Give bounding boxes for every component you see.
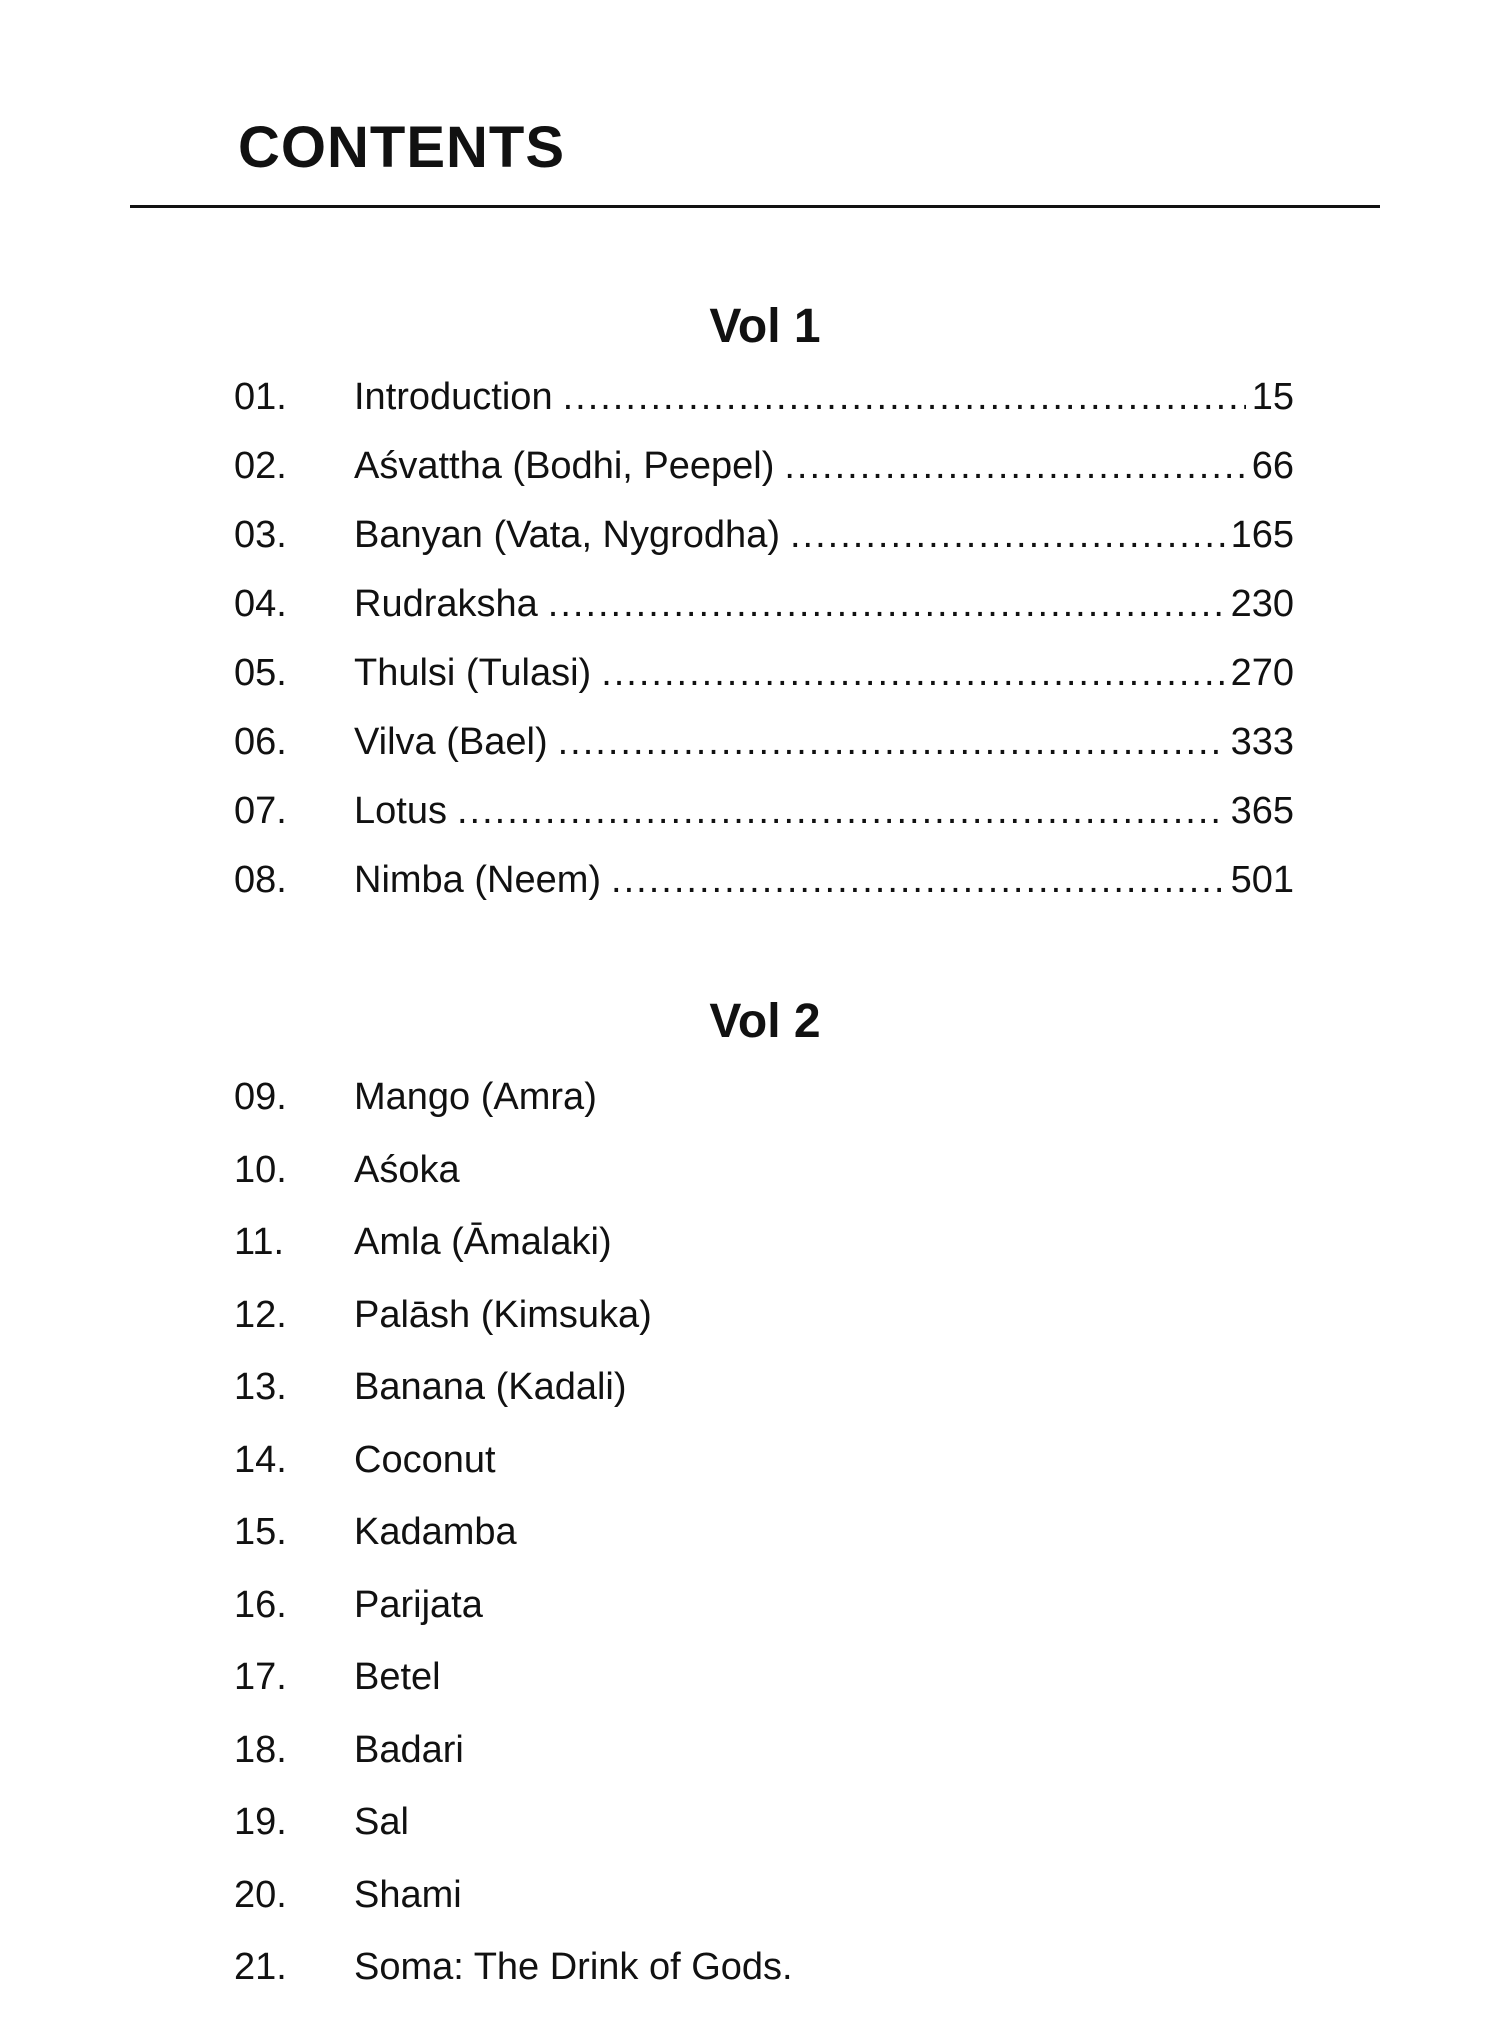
toc-entry[interactable] — [234, 378, 1294, 447]
entry-page-number: 66 — [1251, 445, 1294, 487]
vol2-toc-list — [234, 1078, 1294, 2021]
entry-title: Badari — [354, 1728, 464, 1771]
title-divider — [130, 205, 1380, 208]
entry-number: 01. — [234, 376, 287, 418]
entry-number: 15. — [234, 1511, 287, 1553]
entry-title: Betel — [354, 1656, 441, 1698]
entry-page-number: 270 — [1230, 652, 1294, 694]
entry-number: 13. — [234, 1366, 287, 1408]
entry-title: Parijata — [354, 1583, 483, 1626]
entry-number: 20. — [234, 1873, 287, 1916]
toc-entry[interactable] — [234, 861, 1294, 930]
entry-number: 11. — [234, 1221, 285, 1263]
entry-page-number: 230 — [1230, 583, 1294, 625]
toc-entry[interactable] — [234, 1368, 1294, 1441]
entry-title: Coconut — [354, 1438, 496, 1481]
entry-title: Aśvattha (Bodhi, Peepel) — [354, 445, 775, 487]
vol2-heading: Vol 2 — [709, 995, 821, 1048]
dot-leader — [558, 723, 1225, 761]
dot-leader — [601, 654, 1224, 692]
toc-entry[interactable] — [234, 1438, 1294, 1514]
entry-number: 02. — [234, 445, 287, 487]
toc-entry[interactable] — [234, 516, 1294, 585]
toc-entry[interactable] — [234, 1293, 1294, 1369]
entry-page-number: 501 — [1230, 859, 1294, 901]
entry-number: 21. — [234, 1946, 287, 1988]
entry-title: Palāsh (Kimsuka) — [354, 1293, 652, 1336]
entry-title: Shami — [354, 1873, 462, 1916]
toc-entry[interactable] — [234, 1148, 1294, 1224]
entry-page-number: 165 — [1230, 514, 1294, 556]
vol1-heading: Vol 1 — [709, 300, 821, 353]
entry-title: Soma: The Drink of Gods. — [354, 1946, 793, 1988]
entry-number: 18. — [234, 1728, 287, 1771]
toc-entry[interactable] — [234, 1223, 1294, 1296]
toc-entry[interactable] — [234, 1728, 1294, 1804]
dot-leader — [784, 447, 1245, 485]
entry-number: 17. — [234, 1656, 287, 1698]
entry-page-number: 365 — [1230, 790, 1294, 832]
entry-title: Banyan (Vata, Nygrodha) — [354, 514, 780, 556]
entry-page-number: 333 — [1230, 721, 1294, 763]
entry-page-number: 15 — [1251, 376, 1294, 418]
toc-entry[interactable] — [234, 1078, 1294, 1151]
entry-title: Nimba (Neem) — [354, 859, 602, 901]
page-title: CONTENTS — [238, 114, 565, 180]
entry-title: Lotus — [354, 790, 447, 832]
toc-entry[interactable] — [234, 1803, 1294, 1876]
toc-entry[interactable] — [234, 723, 1294, 792]
entry-number: 10. — [234, 1148, 287, 1191]
toc-entry[interactable] — [234, 1658, 1294, 1731]
dot-leader — [457, 792, 1225, 830]
entry-number: 05. — [234, 652, 287, 694]
toc-entry[interactable] — [234, 1583, 1294, 1659]
toc-entry[interactable] — [234, 447, 1294, 516]
dot-leader — [790, 516, 1225, 554]
entry-number: 06. — [234, 721, 287, 763]
entry-number: 16. — [234, 1583, 287, 1626]
entry-title: Sal — [354, 1801, 409, 1843]
toc-entry[interactable] — [234, 654, 1294, 723]
entry-title: Aśoka — [354, 1148, 460, 1191]
toc-entry[interactable] — [234, 1948, 1294, 2021]
entry-number: 08. — [234, 859, 287, 901]
entry-number: 19. — [234, 1801, 287, 1843]
entry-title: Mango (Amra) — [354, 1076, 597, 1118]
entry-title: Banana (Kadali) — [354, 1366, 627, 1408]
toc-entry[interactable] — [234, 792, 1294, 861]
entry-title: Amla (Āmalaki) — [354, 1221, 612, 1263]
vol1-toc-list — [234, 378, 1294, 930]
toc-entry[interactable] — [234, 585, 1294, 654]
entry-number: 03. — [234, 514, 287, 556]
entry-number: 14. — [234, 1438, 287, 1481]
entry-number: 07. — [234, 790, 287, 832]
entry-number: 12. — [234, 1293, 287, 1336]
dot-leader — [611, 861, 1225, 899]
entry-title: Introduction — [354, 376, 553, 418]
entry-title: Kadamba — [354, 1511, 517, 1553]
entry-title: Thulsi (Tulasi) — [354, 652, 592, 694]
toc-entry[interactable] — [234, 1513, 1294, 1586]
entry-title: Vilva (Bael) — [354, 721, 548, 763]
dot-leader — [563, 378, 1246, 416]
entry-number: 09. — [234, 1076, 287, 1118]
toc-entry[interactable] — [234, 1873, 1294, 1949]
entry-number: 04. — [234, 583, 287, 625]
entry-title: Rudraksha — [354, 583, 538, 625]
dot-leader — [548, 585, 1225, 623]
